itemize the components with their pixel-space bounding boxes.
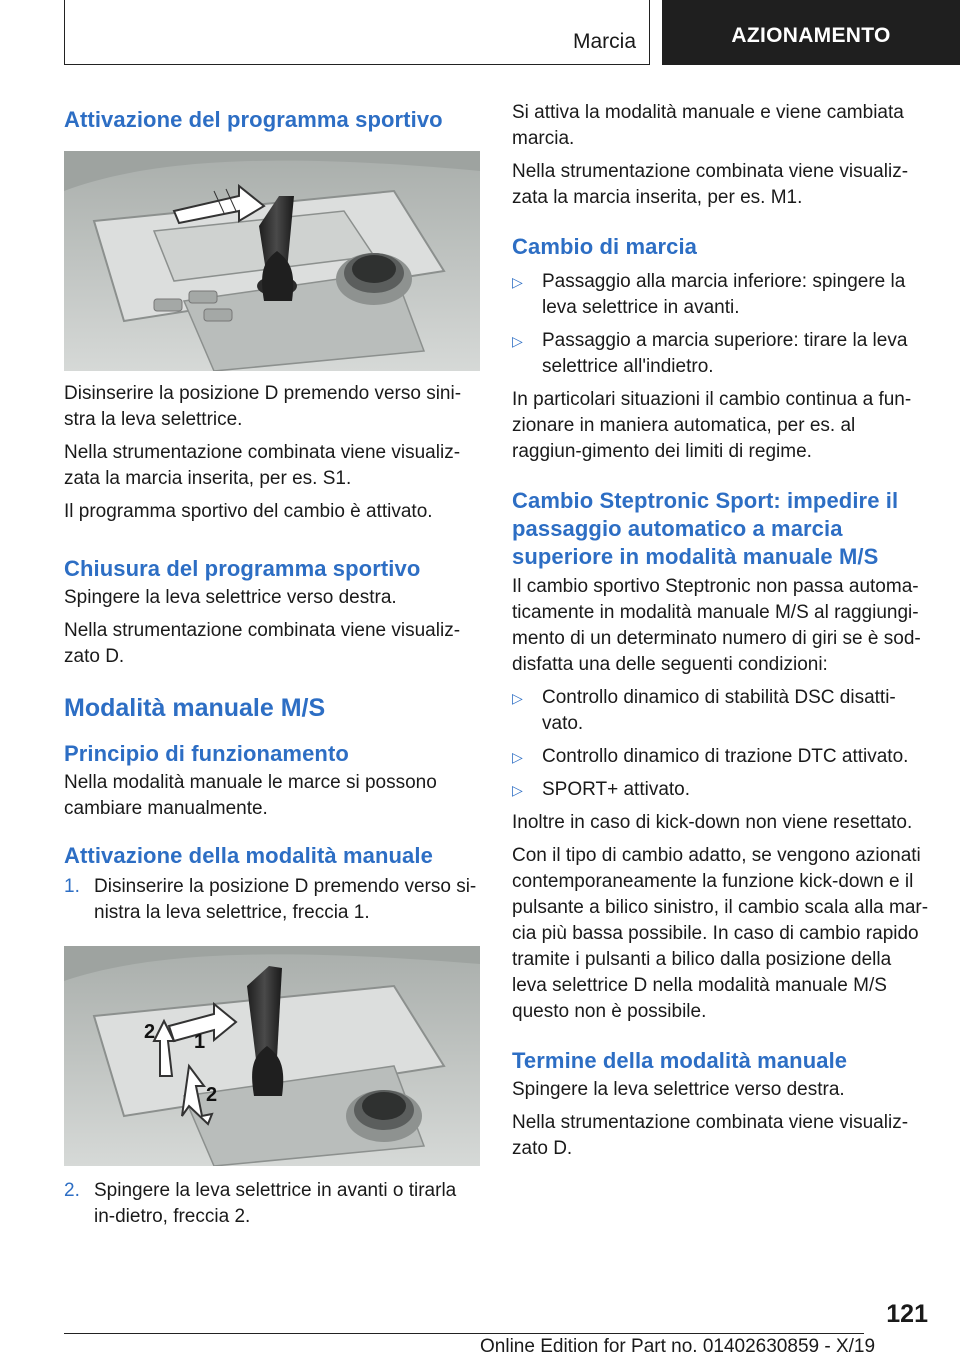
arrow-label-2-top: 2 [144,1021,156,1043]
triangle-bullet-icon: ▷ [512,690,523,706]
list-item-text: SPORT+ attivato. [542,779,691,800]
paragraph: Nella strumentazione combinata viene visualiz-zata la marcia inserita, per es. M1. [512,161,909,208]
heading-sport-on: Attivazione del programma sportivo [64,107,443,132]
step-text: Spingere la leva selettrice in avanti o tirarla in-dietro, freccia 2. [94,1180,457,1227]
heading-manual-mode: Modalità manuale M/S [64,694,326,722]
list-item [512,269,930,321]
paragraph: Spingere la leva selettrice verso destra. [512,1079,845,1100]
heading-principle: Principio di funzionamento [64,741,349,766]
paragraph: Il programma sportivo del cambio è attivato. [64,501,433,522]
heading-gear-change: Cambio di marcia [512,234,697,259]
step-number: 1. [64,876,80,897]
triangle-bullet-icon: ▷ [512,333,523,349]
list-item [512,744,930,770]
footer-rule [64,1333,864,1334]
paragraph: Nella strumentazione combinata viene visualiz-zata la marcia inserita, per es. S1. [64,442,461,489]
figure-selector-lever-arrows [64,946,480,1166]
gear-selector-arrows-illustration [64,946,480,1166]
triangle-bullet-icon: ▷ [512,749,523,765]
heading-manual-on: Attivazione della modalità manuale [64,843,433,868]
right-column [512,100,930,1162]
list-item [512,328,930,380]
chapter-title: Marcia [572,30,636,53]
triangle-bullet-icon: ▷ [512,274,523,290]
figure-selector-lever-left [64,151,480,371]
header-left-rule [64,0,65,65]
header-rule [64,64,650,65]
heading-steptronic: Cambio Steptronic Sport: impedire il passaggio automatico a marcia superiore in modalità manuale M/S [512,488,899,569]
edition-note: Online Edition for Part no. 01402630859 - X/19 [480,1336,876,1357]
step-number: 2. [64,1180,80,1201]
page-number: 121 [886,1300,928,1328]
heading-manual-off: Termine della modalità manuale [512,1048,848,1073]
list-item-text: Passaggio a marcia superiore: tirare la leva selettrice all'indietro. [542,330,908,377]
paragraph: Disinserire la posizione D premendo verso sini-stra la leva selettrice. [64,383,462,430]
paragraph: Nella strumentazione combinata viene visualiz-zato D. [512,1112,909,1159]
header-right-rule [649,0,650,65]
paragraph: Con il tipo di cambio adatto, se vengono azionati contemporaneamente la funzione kick-down e il pulsante a bilico sinistro, il cambio scala alla mar-cia più bassa possibile. In caso di cambio rapido tramite i pulsanti a bilico dalla posizione della leva selettrice D nella modalità manuale M/S questo non è possibile. [512,845,929,1022]
paragraph: Si attiva la modalità manuale e viene cambiata marcia. [512,102,904,149]
list-item [512,777,930,803]
arrow-label-1: 1 [194,1031,206,1053]
list-item-text: Controllo dinamico di trazione DTC attivato. [542,746,909,767]
arrow-label-2-bottom: 2 [206,1084,218,1106]
section-tab: AZIONAMENTO [662,0,960,65]
list-item-text: Controllo dinamico di stabilità DSC disatti-vato. [542,687,896,734]
step-text: Disinserire la posizione D premendo verso si-nistra la leva selettrice, freccia 1. [94,876,477,923]
paragraph: Nella strumentazione combinata viene visualiz-zato D. [64,620,461,667]
list-item [512,685,930,737]
gear-selector-illustration [64,151,480,371]
paragraph: Inoltre in caso di kick-down non viene resettato. [512,812,913,833]
heading-sport-off: Chiusura del programma sportivo [64,556,421,581]
numbered-step [64,874,480,926]
numbered-step [64,1178,480,1230]
list-item-text: Passaggio alla marcia inferiore: spingere la leva selettrice in avanti. [542,271,906,318]
paragraph: Nella modalità manuale le marce si possono cambiare manualmente. [64,772,437,819]
paragraph: In particolari situazioni il cambio continua a fun-zionare in maniera automatica, per es. al raggiun-gimento dei limiti di regime. [512,389,912,462]
left-column [64,100,480,1230]
triangle-bullet-icon: ▷ [512,782,523,798]
paragraph: Spingere la leva selettrice verso destra. [64,587,397,608]
paragraph: Il cambio sportivo Steptronic non passa automa-ticamente in modalità manuale M/S al raggiungi-mento di un determinato numero di giri se è sod-disfatta una delle seguenti condizioni: [512,576,921,675]
